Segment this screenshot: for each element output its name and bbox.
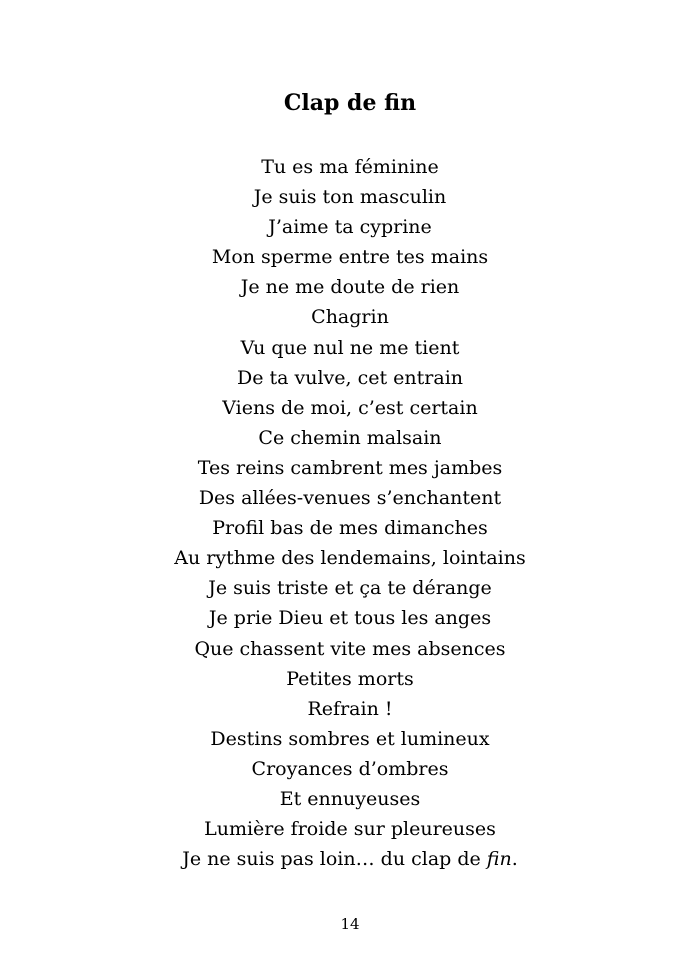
poem-line: Viens de moi, c’est certain: [222, 396, 478, 419]
page-number: 14: [340, 915, 360, 933]
poem-line: Tes reins cambrent mes jambes: [197, 456, 503, 479]
last-line-italic-word: fin: [486, 848, 512, 871]
poem-line: Je prie Dieu et tous les anges: [208, 607, 492, 630]
poem-last-line: [0, 844, 700, 874]
poem-line: Lumière froide sur pleureuses: [204, 818, 496, 841]
last-line-period: .: [511, 848, 518, 871]
poem-line: Vu que nul ne me tient: [240, 336, 460, 359]
poem-line: Ce chemin malsain: [258, 426, 442, 449]
poem-line: Mon sperme entre tes mains: [211, 246, 489, 269]
poem-line: Je suis triste et ça te dérange: [208, 577, 492, 600]
poem-line: Et ennuyeuses: [279, 787, 421, 810]
poem-line: Profil bas de mes dimanches: [212, 517, 488, 540]
poem-title: Clap de fin: [283, 90, 417, 116]
poem-line: Au rythme des lendemains, lointains: [174, 547, 526, 570]
poem-line: Tu es ma féminine: [261, 156, 439, 178]
poem-line: Chagrin: [311, 306, 389, 329]
last-line-text: Je ne suis pas loin… du clap de: [182, 848, 487, 871]
poem-line: Destins sombres et lumineux: [210, 727, 490, 750]
poem-line: Que chassent vite mes absences: [194, 637, 506, 660]
poem-line: Je suis ton masculin: [253, 186, 447, 209]
poem-line: Croyances d’ombres: [251, 757, 449, 780]
poem-line: J’aime ta cyprine: [268, 216, 432, 239]
poem-line: De ta vulve, cet entrain: [236, 366, 464, 389]
poem-line: Des allées-venues s’enchantent: [198, 487, 502, 510]
poem-line: Refrain !: [307, 697, 393, 720]
poem-line: Petites morts: [286, 667, 414, 690]
poem-body: [0, 152, 700, 874]
poem-line: Je ne me doute de rien: [240, 276, 460, 299]
